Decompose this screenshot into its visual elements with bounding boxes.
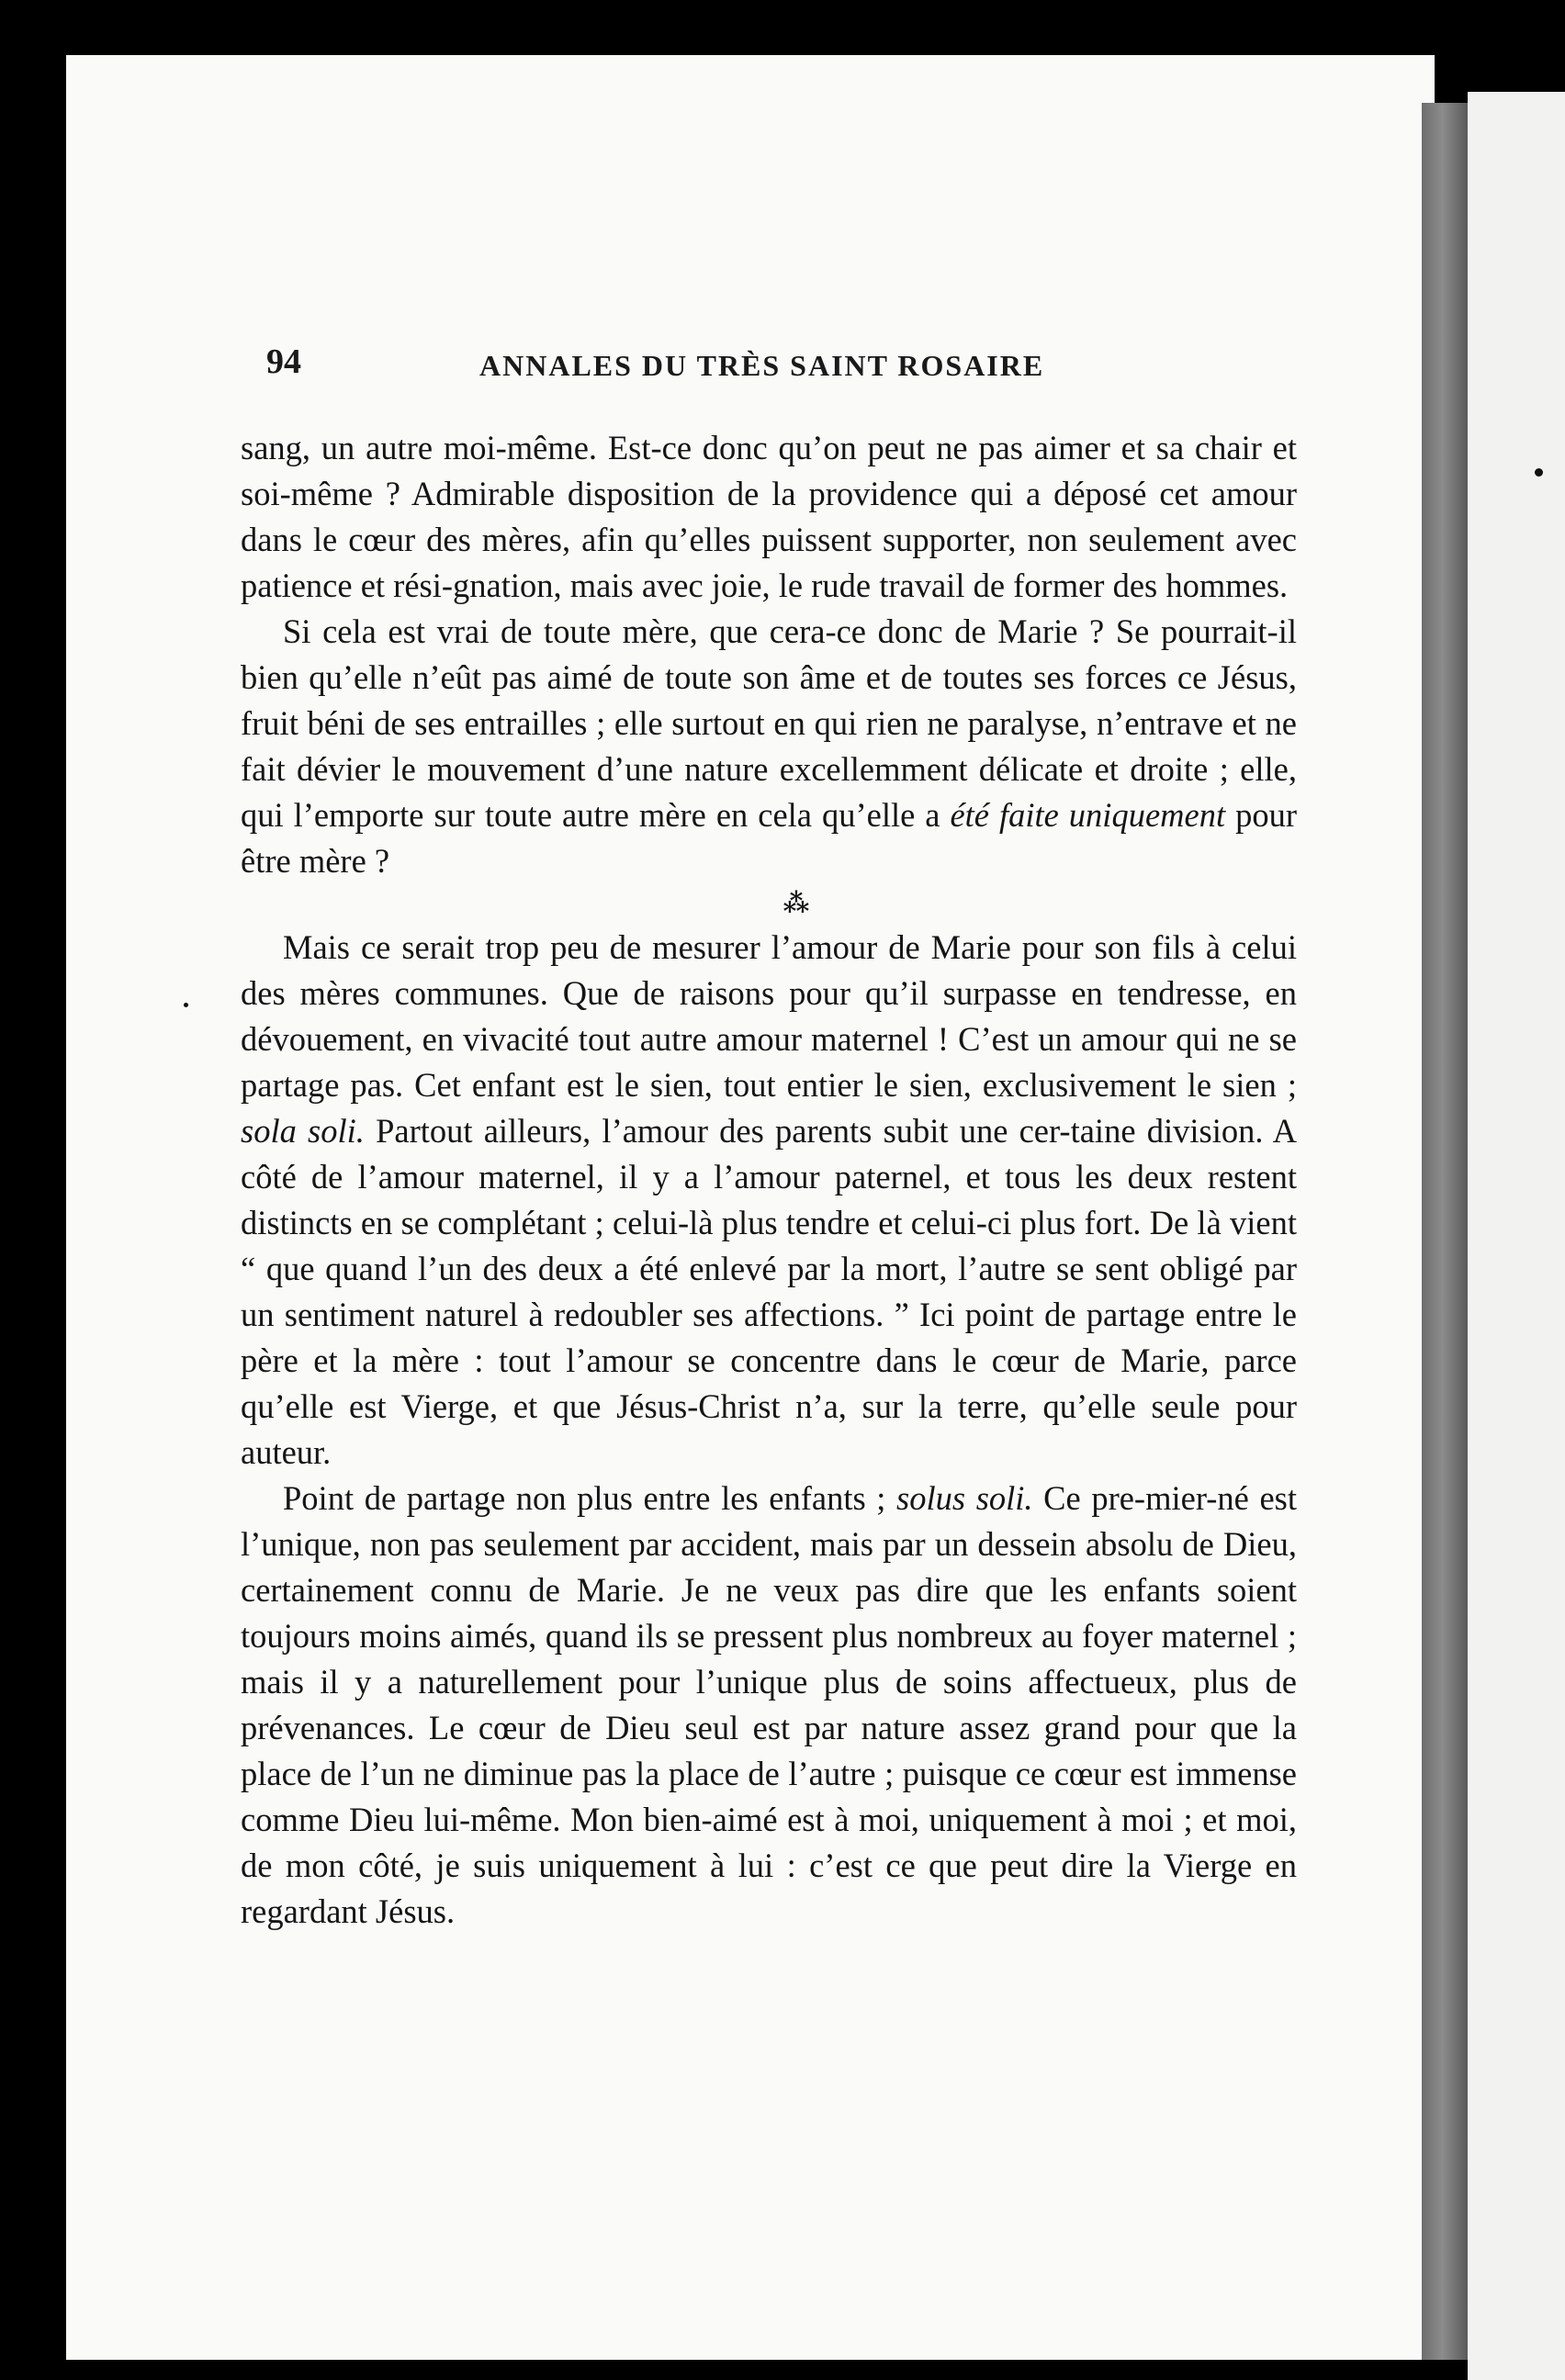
paragraph-3-end: Partout ailleurs, l’amour des parents subit une cer-taine division. A côté de l’amour maternel, il y a l’amour paternel, et tous les deux restent distincts en se complétant ; celui-là plus tendre et celui-ci plus fort. De là vient “ que quand l’un des deux a été enlevé par la mort, l’autre se sent obligé par un sentiment naturel à redoubler ses affections. ” Ici point de partage entre le père et la mère : tout l’amour se concentre dans le cœur de Marie, parce qu’elle est Vierge, et que Jésus-Christ n’a, sur la terre, qu’elle seule pour auteur. bbox=[241, 1112, 1297, 1471]
paragraph-2-italic: été faite uniquement bbox=[950, 796, 1226, 834]
body-text bbox=[241, 425, 1297, 1935]
paragraph-1 bbox=[241, 425, 1297, 609]
page-number: 94 bbox=[266, 342, 301, 381]
paragraph-2-end: pour être mère ? bbox=[241, 796, 1297, 880]
paragraph-2 bbox=[241, 609, 1297, 884]
paragraph-4-italic: solus soli. bbox=[896, 1479, 1033, 1517]
paragraph-3-italic: sola soli. bbox=[241, 1112, 365, 1150]
paragraph-4 bbox=[241, 1476, 1297, 1935]
paragraph-4-end: Ce pre-mier-né est l’unique, non pas seulement par accident, mais par un dessein absolu de Dieu, certainement connu de Marie. Je ne veux pas dire que les enfants soient toujours moins aimés, quand ils se pressent plus nombreux au foyer maternel ; mais il y a naturellement pour l’unique plus de soins affectueux, plus de prévenances. Le cœur de Dieu seul est par nature assez grand pour que la place de l’un ne diminue pas la place de l’autre ; puisque ce cœur est immense comme Dieu lui-même. Mon bien-aimé est à moi, uniquement à moi ; et moi, de mon côté, je suis uniquement à lui : c’est ce que peut dire la Vierge en regardant Jésus. bbox=[241, 1479, 1297, 1930]
paragraph-3-text: Mais ce serait trop peu de mesurer l’amour de Marie pour son fils à celui des mères communes. Que de raisons pour qu’il surpasse en tendresse, en dévouement, en vivacité tout autre amour maternel ! C’est un amour qui ne se partage pas. Cet enfant est le sien, tout entier le sien, exclusivement le sien ; bbox=[241, 928, 1297, 1104]
paragraph-3 bbox=[241, 925, 1297, 1476]
asterism-divider: ⁂ bbox=[782, 890, 810, 918]
dust-speck bbox=[1535, 468, 1543, 477]
adjacent-page-strip bbox=[1468, 92, 1565, 2380]
dust-speck bbox=[184, 1003, 188, 1007]
paragraph-4-text: Point de partage non plus entre les enfants ; bbox=[283, 1479, 897, 1517]
page-edge-shadow bbox=[1422, 103, 1468, 2360]
paragraph-1-text: sang, un autre moi-même. Est-ce donc qu’on peut ne pas aimer et sa chair et soi-même ? Admirable disposition de la providence qui a déposé cet amour dans le cœur des mères, afin qu’elles puissent supporter, non seulement avec patience et rési-gnation, mais avec joie, le rude travail de former des hommes. bbox=[241, 429, 1297, 604]
paragraph-2-text: Si cela est vrai de toute mère, que cera-ce donc de Marie ? Se pourrait-il bien qu’elle n’eût pas aimé de toute son âme et de toutes ses forces ce Jésus, fruit béni de ses entrailles ; elle surtout en qui rien ne paralyse, n’entrave et ne fait dévier le mouvement d’une nature excellemment délicate et droite ; elle, qui l’emporte sur toute autre mère en cela qu’elle a bbox=[241, 612, 1297, 834]
running-title: ANNALES DU TRÈS SAINT ROSAIRE bbox=[479, 349, 1045, 382]
